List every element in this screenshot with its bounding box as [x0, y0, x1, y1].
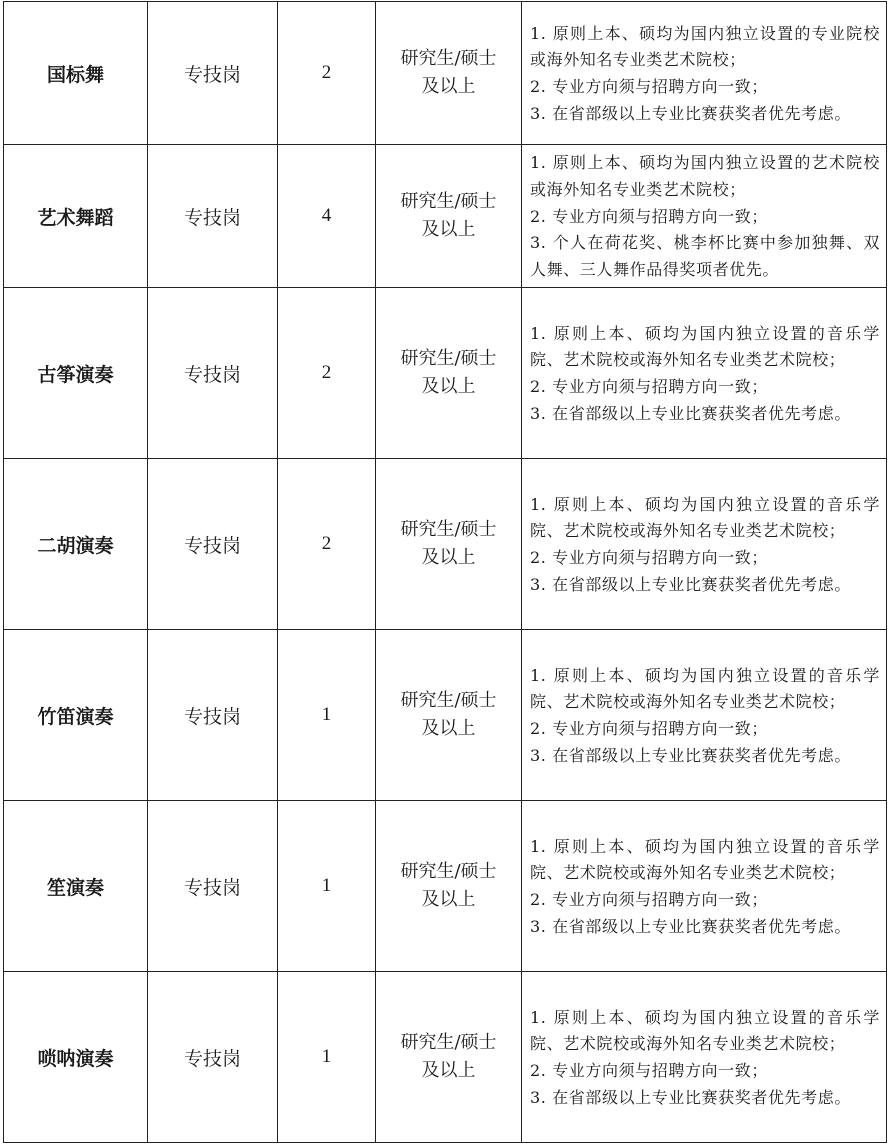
- table-row: [4, 145, 887, 288]
- position-type-cell: 专技岗: [148, 630, 278, 801]
- major-cell: 二胡演奏: [4, 459, 148, 630]
- requirement-item: 3. 个人在荷花奖、桃李杯比赛中参加独舞、双人舞、三人舞作品得奖项者优先。: [530, 233, 880, 280]
- education-cell: [376, 630, 522, 801]
- table-row: [4, 288, 887, 459]
- education-line: 研究生/硕士: [400, 48, 497, 69]
- requirement-item: 2. 专业方向须与招聘方向一致；: [530, 890, 768, 909]
- education-cell: [376, 459, 522, 630]
- position-type-cell: 专技岗: [148, 972, 278, 1143]
- education-line: 及以上: [421, 718, 476, 739]
- education-cell: [376, 801, 522, 972]
- education-line: 研究生/硕士: [400, 690, 497, 711]
- education-cell: [376, 2, 522, 145]
- position-type-cell: 专技岗: [148, 459, 278, 630]
- major-cell: 艺术舞蹈: [4, 145, 148, 288]
- requirements-cell: [522, 2, 887, 145]
- education-cell: [376, 145, 522, 288]
- major-cell: 古筝演奏: [4, 288, 148, 459]
- table-row: [4, 972, 887, 1143]
- table-row: [4, 801, 887, 972]
- requirement-item: 2. 专业方向须与招聘方向一致；: [530, 77, 768, 96]
- headcount-cell: 2: [278, 288, 376, 459]
- requirements-cell: [522, 801, 887, 972]
- education-line: 及以上: [421, 76, 476, 97]
- position-type-cell: 专技岗: [148, 145, 278, 288]
- requirement-item: 3. 在省部级以上专业比赛获奖者优先考虑。: [530, 574, 851, 594]
- requirement-item: 1. 原则上本、硕均为国内独立设置的音乐学院、艺术院校或海外知名专业类艺术院校；: [530, 323, 880, 370]
- education-line: 及以上: [421, 376, 476, 397]
- recruitment-table: [3, 1, 887, 1143]
- education-line: 及以上: [421, 547, 476, 568]
- major-cell: 笙演奏: [4, 801, 148, 972]
- education-cell: [376, 972, 522, 1143]
- requirement-item: 2. 专业方向须与招聘方向一致；: [530, 548, 768, 567]
- requirements-cell: [522, 630, 887, 801]
- education-cell: [376, 288, 522, 459]
- requirement-item: 1. 原则上本、硕均为国内独立设置的音乐学院、艺术院校或海外知名专业类艺术院校；: [530, 665, 880, 712]
- position-type-cell: 专技岗: [148, 801, 278, 972]
- education-line: 研究生/硕士: [400, 191, 497, 212]
- requirement-item: 3. 在省部级以上专业比赛获奖者优先考虑。: [530, 916, 851, 936]
- requirements-cell: [522, 972, 887, 1143]
- requirement-item: 3. 在省部级以上专业比赛获奖者优先考虑。: [530, 1087, 851, 1107]
- headcount-cell: 2: [278, 459, 376, 630]
- major-cell: 国标舞: [4, 2, 148, 145]
- education-line: 研究生/硕士: [400, 348, 497, 369]
- headcount-cell: 1: [278, 801, 376, 972]
- requirement-item: 3. 在省部级以上专业比赛获奖者优先考虑。: [530, 103, 851, 123]
- headcount-cell: 2: [278, 2, 376, 145]
- table-row: [4, 459, 887, 630]
- position-type-cell: 专技岗: [148, 2, 278, 145]
- requirement-item: 3. 在省部级以上专业比赛获奖者优先考虑。: [530, 403, 851, 423]
- major-cell: 竹笛演奏: [4, 630, 148, 801]
- major-cell: 唢呐演奏: [4, 972, 148, 1143]
- education-line: 及以上: [421, 1060, 476, 1081]
- requirement-item: 1. 原则上本、硕均为国内独立设置的艺术院校或海外知名专业类艺术院校；: [530, 153, 880, 199]
- table-row: [4, 2, 887, 145]
- education-line: 及以上: [421, 219, 476, 240]
- headcount-cell: 4: [278, 145, 376, 288]
- requirement-item: 3. 在省部级以上专业比赛获奖者优先考虑。: [530, 745, 851, 765]
- requirement-item: 1. 原则上本、硕均为国内独立设置的音乐学院、艺术院校或海外知名专业类艺术院校；: [530, 1007, 880, 1054]
- requirements-cell: [522, 145, 887, 288]
- requirement-item: 1. 原则上本、硕均为国内独立设置的音乐学院、艺术院校或海外知名专业类艺术院校；: [530, 836, 880, 883]
- table-row: [4, 630, 887, 801]
- headcount-cell: 1: [278, 630, 376, 801]
- headcount-cell: 1: [278, 972, 376, 1143]
- position-type-cell: 专技岗: [148, 288, 278, 459]
- requirements-cell: [522, 459, 887, 630]
- education-line: 研究生/硕士: [400, 519, 497, 540]
- education-line: 及以上: [421, 889, 476, 910]
- requirement-item: 1. 原则上本、硕均为国内独立设置的专业院校或海外知名专业类艺术院校；: [530, 23, 880, 70]
- requirements-cell: [522, 288, 887, 459]
- education-line: 研究生/硕士: [400, 1032, 497, 1053]
- requirement-item: 2. 专业方向须与招聘方向一致；: [530, 377, 768, 396]
- requirement-item: 2. 专业方向须与招聘方向一致；: [530, 719, 768, 738]
- requirement-item: 2. 专业方向须与招聘方向一致；: [530, 1061, 768, 1080]
- requirement-item: 1. 原则上本、硕均为国内独立设置的音乐学院、艺术院校或海外知名专业类艺术院校；: [530, 494, 880, 541]
- requirement-item: 2. 专业方向须与招聘方向一致；: [530, 206, 768, 226]
- education-line: 研究生/硕士: [400, 861, 497, 882]
